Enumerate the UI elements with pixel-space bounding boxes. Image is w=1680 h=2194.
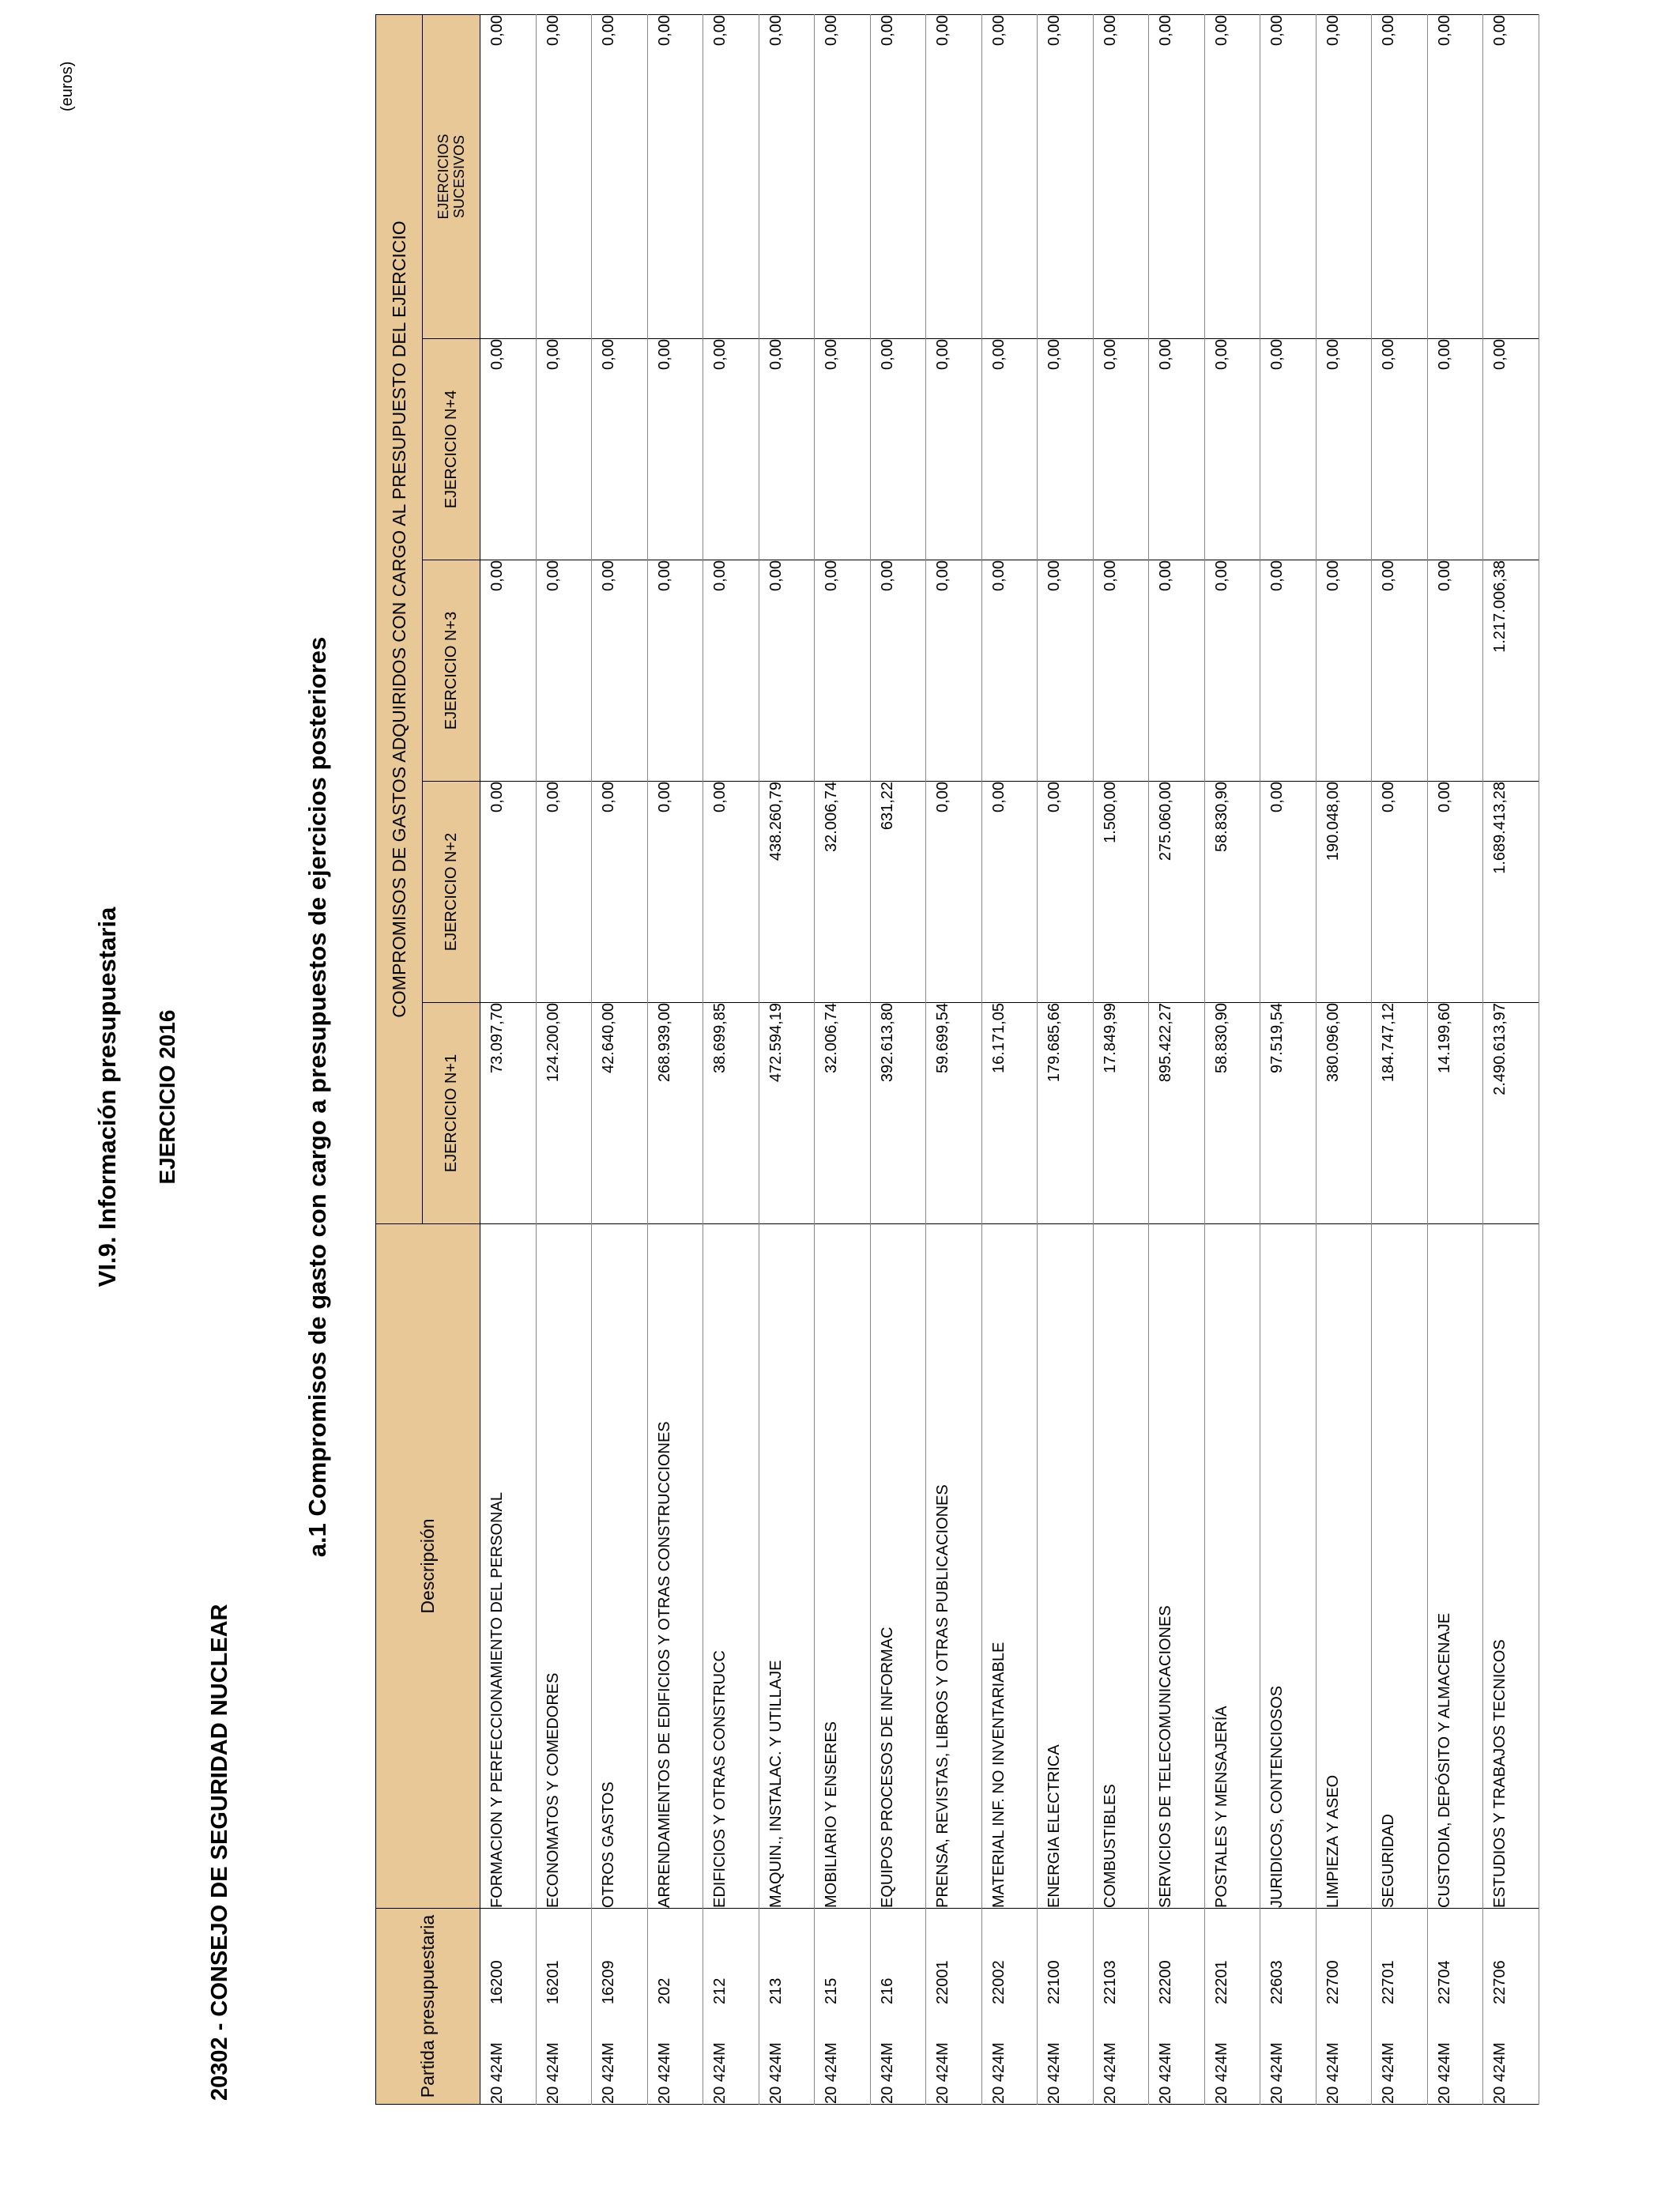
programa-code: 20 424M	[1491, 2042, 1509, 2104]
partida-cell	[1038, 1909, 1094, 2105]
n2-cell: 58.830,90	[1204, 782, 1260, 1003]
n3-cell: 0,00	[647, 560, 703, 782]
n4-cell: 0,00	[1427, 339, 1483, 560]
n4-cell: 0,00	[480, 339, 537, 560]
programa-code: 20 424M	[1380, 2042, 1397, 2104]
n1-cell: 17.849,99	[1093, 1003, 1149, 1224]
currency-unit: (euros)	[58, 61, 76, 111]
n2-cell: 32.006,74	[815, 782, 871, 1003]
col-partida-header: Partida presupuestaria	[376, 1909, 480, 2105]
table-row	[592, 15, 648, 2105]
economica-code: 22704	[1435, 1960, 1453, 2004]
table-row	[1260, 15, 1317, 2105]
col-n2-header: EJERCICIO N+2	[423, 782, 480, 1003]
section-title: a.1 Compromisos de gasto con cargo a presupuestos de ejercicios posteriores	[303, 636, 331, 1558]
descripcion-cell: OTROS GASTOS	[592, 1224, 648, 1909]
sucesivos-cell: 0,00	[1149, 15, 1205, 339]
n1-cell: 380.096,00	[1316, 1003, 1372, 1224]
table-row	[1149, 15, 1205, 2105]
programa-code: 20 424M	[600, 2042, 617, 2104]
partida-cell	[815, 1909, 871, 2105]
n1-cell: 184.747,12	[1372, 1003, 1428, 1224]
col-n3-header: EJERCICIO N+3	[423, 560, 480, 782]
table-row	[703, 15, 759, 2105]
n4-cell: 0,00	[592, 339, 648, 560]
sucesivos-cell: 0,00	[592, 15, 648, 339]
descripcion-cell: FORMACION Y PERFECCIONAMIENTO DEL PERSONAL	[480, 1224, 537, 1909]
n2-cell: 190.048,00	[1316, 782, 1372, 1003]
n1-cell: 472.594,19	[759, 1003, 815, 1224]
programa-code: 20 424M	[823, 2042, 840, 2104]
partida-cell	[1093, 1909, 1149, 2105]
n3-cell: 0,00	[1038, 560, 1094, 782]
economica-code: 213	[767, 1977, 785, 2004]
n1-cell: 58.830,90	[1204, 1003, 1260, 1224]
sucesivos-cell: 0,00	[1260, 15, 1317, 339]
programa-code: 20 424M	[934, 2042, 951, 2104]
programa-code: 20 424M	[1101, 2042, 1119, 2104]
col-n4-header: EJERCICIO N+4	[423, 339, 480, 560]
n1-cell: 179.685,66	[1038, 1003, 1094, 1224]
n4-cell: 0,00	[703, 339, 759, 560]
n2-cell: 0,00	[926, 782, 982, 1003]
sucesivos-cell: 0,00	[1483, 15, 1539, 339]
descripcion-cell: ARRENDAMIENTOS DE EDIFICIOS Y OTRAS CONSTRUCCIONES	[647, 1224, 703, 1909]
n3-cell: 0,00	[759, 560, 815, 782]
descripcion-cell: MATERIAL INF. NO INVENTARIABLE	[981, 1224, 1038, 1909]
page-title: VI.9. Información presupuestaria	[93, 907, 121, 1287]
n4-cell: 0,00	[1149, 339, 1205, 560]
economica-code: 16209	[600, 1960, 617, 2004]
n4-cell: 0,00	[870, 339, 926, 560]
sucesivos-cell: 0,00	[703, 15, 759, 339]
n2-cell: 438.260,79	[759, 782, 815, 1003]
programa-code: 20 424M	[544, 2042, 562, 2104]
table-row	[981, 15, 1038, 2105]
n4-cell: 0,00	[1204, 339, 1260, 560]
n3-cell: 0,00	[926, 560, 982, 782]
table-row	[1316, 15, 1372, 2105]
n4-cell: 0,00	[759, 339, 815, 560]
n3-cell: 1.217.006,38	[1483, 560, 1539, 782]
table-row	[647, 15, 703, 2105]
partida-cell	[1260, 1909, 1317, 2105]
n4-cell: 0,00	[981, 339, 1038, 560]
descripcion-cell: SERVICIOS DE TELECOMUNICACIONES	[1149, 1224, 1205, 1909]
n3-cell: 0,00	[815, 560, 871, 782]
n4-cell: 0,00	[1372, 339, 1428, 560]
n1-cell: 14.199,60	[1427, 1003, 1483, 1224]
table-row	[870, 15, 926, 2105]
organism-name: 20302 - CONSEJO DE SEGURIDAD NUCLEAR	[207, 1604, 232, 2101]
programa-code: 20 424M	[989, 2042, 1008, 2104]
n1-cell: 16.171,05	[981, 1003, 1038, 1224]
n1-cell: 2.490.613,97	[1483, 1003, 1539, 1224]
n1-cell: 73.097,70	[480, 1003, 537, 1224]
economica-code: 202	[655, 1977, 673, 2004]
partida-cell	[1372, 1909, 1428, 2105]
sucesivos-cell: 0,00	[981, 15, 1038, 339]
n2-cell: 0,00	[1372, 782, 1428, 1003]
partida-cell	[981, 1909, 1038, 2105]
n4-cell: 0,00	[647, 339, 703, 560]
partida-cell	[870, 1909, 926, 2105]
partida-cell	[592, 1909, 648, 2105]
n1-cell: 97.519,54	[1260, 1003, 1317, 1224]
descripcion-cell: POSTALES Y MENSAJERÍA	[1204, 1224, 1260, 1909]
n3-cell: 0,00	[870, 560, 926, 782]
n4-cell: 0,00	[1483, 339, 1539, 560]
economica-code: 16201	[544, 1960, 562, 2004]
table-row	[926, 15, 982, 2105]
table-row	[1093, 15, 1149, 2105]
programa-code: 20 424M	[655, 2042, 673, 2104]
n2-cell: 1.689.413,28	[1483, 782, 1539, 1003]
n3-cell: 0,00	[592, 560, 648, 782]
descripcion-cell: ENERGIA ELECTRICA	[1038, 1224, 1094, 1909]
n2-cell: 0,00	[703, 782, 759, 1003]
n1-cell: 392.613,80	[870, 1003, 926, 1224]
sucesivos-cell: 0,00	[1093, 15, 1149, 339]
partida-cell	[1427, 1909, 1483, 2105]
economica-code: 22103	[1101, 1960, 1119, 2004]
n1-cell: 124.200,00	[536, 1003, 592, 1224]
table-row	[1204, 15, 1260, 2105]
economica-code: 22603	[1268, 1960, 1286, 2004]
descripcion-cell: COMBUSTIBLES	[1093, 1224, 1149, 1909]
n3-cell: 0,00	[1149, 560, 1205, 782]
descripcion-cell: EQUIPOS PROCESOS DE INFORMAC	[870, 1224, 926, 1909]
partida-cell	[759, 1909, 815, 2105]
descripcion-cell: EDIFICIOS Y OTRAS CONSTRUCC	[703, 1224, 759, 1909]
descripcion-cell: MAQUIN., INSTALAC. Y UTILLAJE	[759, 1224, 815, 1909]
sucesivos-cell: 0,00	[1427, 15, 1483, 339]
n2-cell: 631,22	[870, 782, 926, 1003]
n4-cell: 0,00	[1093, 339, 1149, 560]
n1-cell: 59.699,54	[926, 1003, 982, 1224]
economica-code: 22001	[934, 1960, 951, 2004]
n3-cell: 0,00	[1093, 560, 1149, 782]
sucesivos-cell: 0,00	[647, 15, 703, 339]
economica-code: 216	[878, 1977, 896, 2004]
programa-code: 20 424M	[1157, 2042, 1174, 2104]
programa-code: 20 424M	[878, 2042, 896, 2104]
descripcion-cell: PRENSA, REVISTAS, LIBROS Y OTRAS PUBLICACIONES	[926, 1224, 982, 1909]
economica-code: 22100	[1045, 1960, 1063, 2004]
partida-cell	[926, 1909, 982, 2105]
n1-cell: 38.699,85	[703, 1003, 759, 1224]
partida-cell	[536, 1909, 592, 2105]
n3-cell: 0,00	[480, 560, 537, 782]
n4-cell: 0,00	[1260, 339, 1317, 560]
n2-cell: 0,00	[480, 782, 537, 1003]
sucesivos-cell: 0,00	[1038, 15, 1094, 339]
n4-cell: 0,00	[815, 339, 871, 560]
group-header: COMPROMISOS DE GASTOS ADQUIRIDOS CON CARGO AL PRESUPUESTO DEL EJERCICIO	[376, 15, 423, 1224]
n3-cell: 0,00	[703, 560, 759, 782]
descripcion-cell: MOBILIARIO Y ENSERES	[815, 1224, 871, 1909]
table-row	[1427, 15, 1483, 2105]
descripcion-cell: ECONOMATOS Y COMEDORES	[536, 1224, 592, 1909]
n3-cell: 0,00	[1260, 560, 1317, 782]
col-descripcion-header: Descripción	[376, 1224, 480, 1909]
sucesivos-cell: 0,00	[815, 15, 871, 339]
n2-cell: 0,00	[647, 782, 703, 1003]
programa-code: 20 424M	[711, 2042, 729, 2104]
n2-cell: 0,00	[1260, 782, 1317, 1003]
descripcion-cell: JURIDICOS, CONTENCIOSOS	[1260, 1224, 1317, 1909]
n4-cell: 0,00	[1038, 339, 1094, 560]
economica-code: 22201	[1212, 1960, 1230, 2004]
table-row	[759, 15, 815, 2105]
n3-cell: 0,00	[981, 560, 1038, 782]
economica-code: 22701	[1380, 1960, 1397, 2004]
commitments-table	[375, 14, 1539, 2105]
programa-code: 20 424M	[767, 2042, 785, 2104]
n4-cell: 0,00	[1316, 339, 1372, 560]
partida-cell	[703, 1909, 759, 2105]
n2-cell: 275.060,00	[1149, 782, 1205, 1003]
col-n1-header: EJERCICIO N+1	[423, 1003, 480, 1224]
economica-code: 22002	[989, 1960, 1008, 2004]
table-row	[480, 15, 537, 2105]
n2-cell: 1.500,00	[1093, 782, 1149, 1003]
programa-code: 20 424M	[1212, 2042, 1230, 2104]
partida-cell	[1483, 1909, 1539, 2105]
descripcion-cell: SEGURIDAD	[1372, 1224, 1428, 1909]
n1-cell: 895.422,27	[1149, 1003, 1205, 1224]
n2-cell: 0,00	[592, 782, 648, 1003]
table-row	[815, 15, 871, 2105]
sucesivos-cell: 0,00	[536, 15, 592, 339]
n3-cell: 0,00	[1204, 560, 1260, 782]
table-row	[536, 15, 592, 2105]
sucesivos-cell: 0,00	[926, 15, 982, 339]
partida-cell	[1316, 1909, 1372, 2105]
n3-cell: 0,00	[1427, 560, 1483, 782]
sucesivos-cell: 0,00	[1204, 15, 1260, 339]
n4-cell: 0,00	[536, 339, 592, 560]
programa-code: 20 424M	[488, 2042, 506, 2104]
economica-code: 22706	[1491, 1960, 1509, 2004]
economica-code: 16200	[488, 1960, 506, 2004]
n1-cell: 268.939,00	[647, 1003, 703, 1224]
partida-cell	[1204, 1909, 1260, 2105]
table-row	[1038, 15, 1094, 2105]
partida-cell	[480, 1909, 537, 2105]
fiscal-year: EJERCICIO 2016	[155, 1009, 179, 1185]
n2-cell: 0,00	[981, 782, 1038, 1003]
n3-cell: 0,00	[1316, 560, 1372, 782]
economica-code: 22700	[1324, 1960, 1342, 2004]
descripcion-cell: CUSTODIA, DEPÓSITO Y ALMACENAJE	[1427, 1224, 1483, 1909]
n2-cell: 0,00	[536, 782, 592, 1003]
n2-cell: 0,00	[1427, 782, 1483, 1003]
economica-code: 215	[823, 1977, 840, 2004]
table-row	[1372, 15, 1428, 2105]
n4-cell: 0,00	[926, 339, 982, 560]
descripcion-cell: LIMPIEZA Y ASEO	[1316, 1224, 1372, 1909]
sucesivos-cell: 0,00	[870, 15, 926, 339]
sucesivos-cell: 0,00	[759, 15, 815, 339]
sucesivos-cell: 0,00	[1316, 15, 1372, 339]
programa-code: 20 424M	[1045, 2042, 1063, 2104]
programa-code: 20 424M	[1268, 2042, 1286, 2104]
programa-code: 20 424M	[1435, 2042, 1453, 2104]
n3-cell: 0,00	[1372, 560, 1428, 782]
n1-cell: 32.006,74	[815, 1003, 871, 1224]
partida-cell	[647, 1909, 703, 2105]
col-sucesivos-header	[423, 15, 480, 339]
n1-cell: 42.640,00	[592, 1003, 648, 1224]
descripcion-cell: ESTUDIOS Y TRABAJOS TECNICOS	[1483, 1224, 1539, 1909]
programa-code: 20 424M	[1324, 2042, 1342, 2104]
partida-cell	[1149, 1909, 1205, 2105]
table-row	[1483, 15, 1539, 2105]
economica-code: 212	[711, 1977, 729, 2004]
sucesivos-cell: 0,00	[480, 15, 537, 339]
col-sucesivos-label: EJERCICIOS SUCESIVOS	[435, 134, 467, 220]
n3-cell: 0,00	[536, 560, 592, 782]
sucesivos-cell: 0,00	[1372, 15, 1428, 339]
economica-code: 22200	[1157, 1960, 1174, 2004]
n2-cell: 0,00	[1038, 782, 1094, 1003]
